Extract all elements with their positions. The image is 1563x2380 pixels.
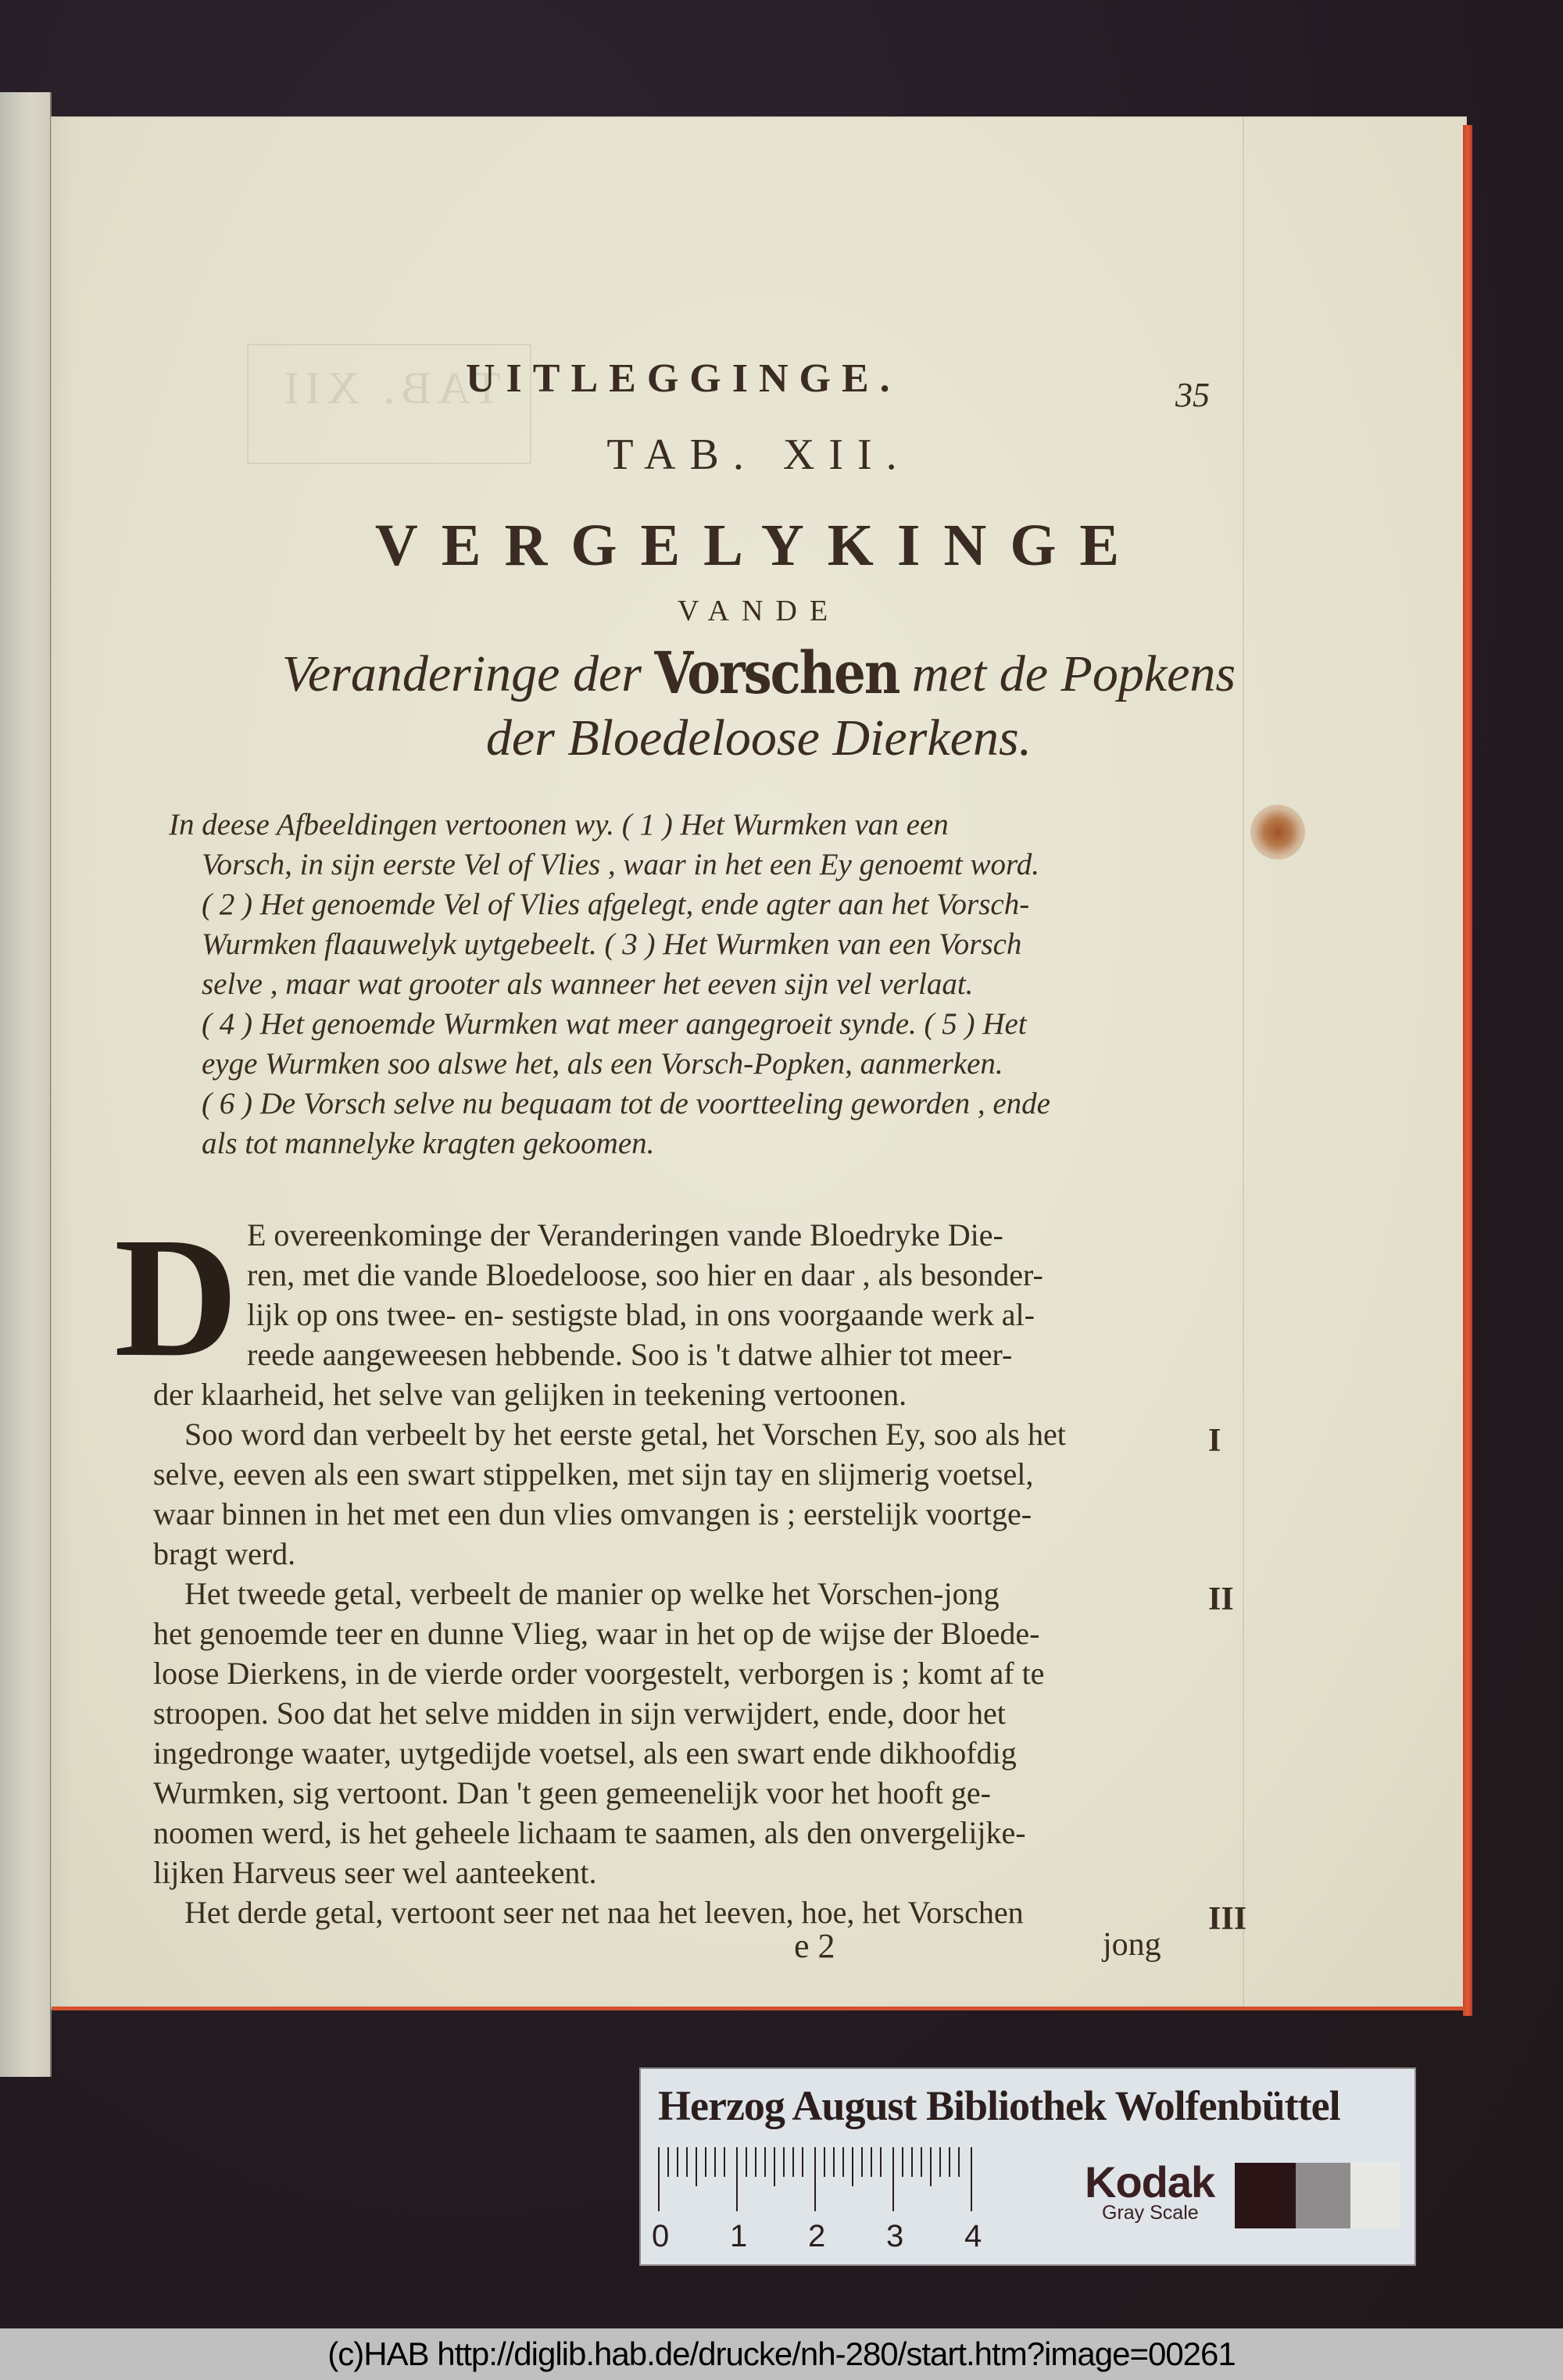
body-line: het genoemde teer en dunne Vlieg, waar in het op de wijse der Bloede-	[153, 1616, 1040, 1651]
body-line: ren, met die vande Bloedeloose, soo hier en daar , als besonder-	[247, 1257, 1043, 1292]
margin-numeral-1: I	[1208, 1423, 1221, 1459]
copyright-footer: (c)HAB http://diglib.hab.de/drucke/nh-280/start.htm?image=00261	[0, 2328, 1563, 2380]
legend-line: In deese Afbeeldingen vertoonen wy. ( 1 ) Het Wurmken van een	[169, 808, 949, 842]
figure-legend	[169, 805, 1216, 1163]
kodak-logo: Kodak	[1085, 2157, 1215, 2207]
swatch-white	[1350, 2163, 1400, 2228]
legend-line: ( 2 ) Het genoemde Vel of Vlies afgelegt, ende agter aan het Vorsch-	[202, 888, 1030, 921]
page-number: 35	[1175, 376, 1210, 414]
ruler-label-3: 3	[886, 2219, 904, 2253]
red-page-edge	[1463, 125, 1472, 2016]
legend-line: selve , maar wat grooter als wanneer het eeven sijn vel verlaat.	[202, 967, 974, 1001]
legend-line: als tot mannelyke kragten gekoomen.	[202, 1127, 655, 1160]
ruler-label-2: 2	[808, 2219, 826, 2253]
body-text	[153, 1215, 1232, 1932]
ruler-label-4: 4	[964, 2219, 982, 2253]
catchword: jong	[1103, 1927, 1161, 1963]
red-page-bottom-edge	[52, 2007, 1468, 2010]
subtitle-part-1: Veranderinge der	[281, 645, 655, 702]
body-line: lijk op ons twee- en- sestigste blad, in ons voorgaande werk al-	[247, 1297, 1035, 1332]
library-name: Herzog August Bibliothek Wolfenbüttel	[658, 2082, 1340, 2129]
subtitle-line-2: der Bloedeloose Dierkens.	[485, 709, 1032, 767]
body-line: lijken Harveus seer wel aanteekent.	[153, 1855, 597, 1890]
plate-title: TAB. XII.	[606, 431, 911, 479]
legend-line: ( 6 ) De Vorsch selve nu bequaam tot de voortteeling geworden , ende	[202, 1087, 1050, 1120]
chapter-title: VERGELYKINGE	[374, 513, 1143, 578]
title-connector: VANDE	[677, 595, 841, 627]
margin-numeral-3: III	[1208, 1901, 1247, 1937]
ruler-label-0: 0	[652, 2219, 670, 2253]
swatch-black	[1235, 2163, 1296, 2228]
gray-scale-label: Gray Scale	[1102, 2202, 1199, 2224]
body-line: waar binnen in het met een dun vlies omvangen is ; eerstelijk voortge-	[153, 1496, 1032, 1531]
subtitle-part-2: met de Popkens	[899, 645, 1236, 702]
legend-line: ( 4 ) Het genoemde Wurmken wat meer aangegroeit synde. ( 5 ) Het	[202, 1007, 1027, 1041]
signature-mark: e 2	[794, 1927, 835, 1965]
body-line: noomen werd, is het geheele lichaam te saamen, als den onvergelijke-	[153, 1815, 1026, 1850]
body-line: ingedronge waater, uytgedijde voetsel, als een swart ende dikhoofdig	[153, 1735, 1017, 1771]
measurement-ruler	[652, 2147, 982, 2253]
facing-page-edge	[0, 92, 52, 2077]
foxing-stain	[1250, 805, 1305, 859]
book-page	[52, 117, 1466, 2008]
running-head: UITLEGGINGE.	[466, 356, 901, 401]
margin-numeral-2: II	[1208, 1581, 1234, 1617]
body-line: selve, eeven als een swart stippelken, met sijn tay en slijmerig voetsel,	[153, 1456, 1034, 1492]
drop-cap: D	[114, 1202, 238, 1392]
subtitle-blackletter-word: Vorschen	[654, 640, 900, 708]
legend-line: eyge Wurmken soo alswe het, als een Vorsch-Popken, aanmerken.	[202, 1047, 1003, 1081]
body-line: E overeenkominge der Veranderingen vande Bloedryke Die-	[247, 1217, 1003, 1253]
paper-fold-line	[1243, 117, 1244, 2008]
body-line: der klaarheid, het selve van gelijken in teekening vertoonen.	[153, 1377, 907, 1412]
body-line: Het tweede getal, verbeelt de manier op welke het Vorschen-jong	[184, 1576, 1000, 1611]
body-line: bragt werd.	[153, 1536, 296, 1571]
legend-line: Wurmken flaauwelyk uytgebeelt. ( 3 ) Het Wurmken van een Vorsch	[202, 927, 1022, 961]
swatch-gray	[1296, 2163, 1350, 2228]
body-line: Wurmken, sig vertoont. Dan 't geen gemeenelijk voor het hooft ge-	[153, 1775, 991, 1810]
chapter-subtitle	[52, 642, 1466, 770]
body-line: Het derde getal, vertoont seer net naa het leeven, hoe, het Vorschen	[184, 1895, 1024, 1930]
body-line: stroopen. Soo dat het selve midden in sijn verwijdert, ende, door het	[153, 1696, 1006, 1731]
body-line: loose Dierkens, in de vierde order voorgestelt, verborgen is ; komt af te	[153, 1656, 1045, 1691]
legend-line: Vorsch, in sijn eerste Vel of Vlies , waar in het een Ey genoemt word.	[202, 848, 1039, 881]
color-reference-card	[639, 2067, 1416, 2266]
body-line: reede aangeweesen hebbende. Soo is 't datwe alhier tot meer-	[247, 1337, 1013, 1372]
show-through-text: TAB. XII	[247, 344, 531, 464]
ruler-label-1: 1	[730, 2219, 748, 2253]
body-line: Soo word dan verbeelt by het eerste getal, het Vorschen Ey, soo als het	[184, 1417, 1066, 1452]
